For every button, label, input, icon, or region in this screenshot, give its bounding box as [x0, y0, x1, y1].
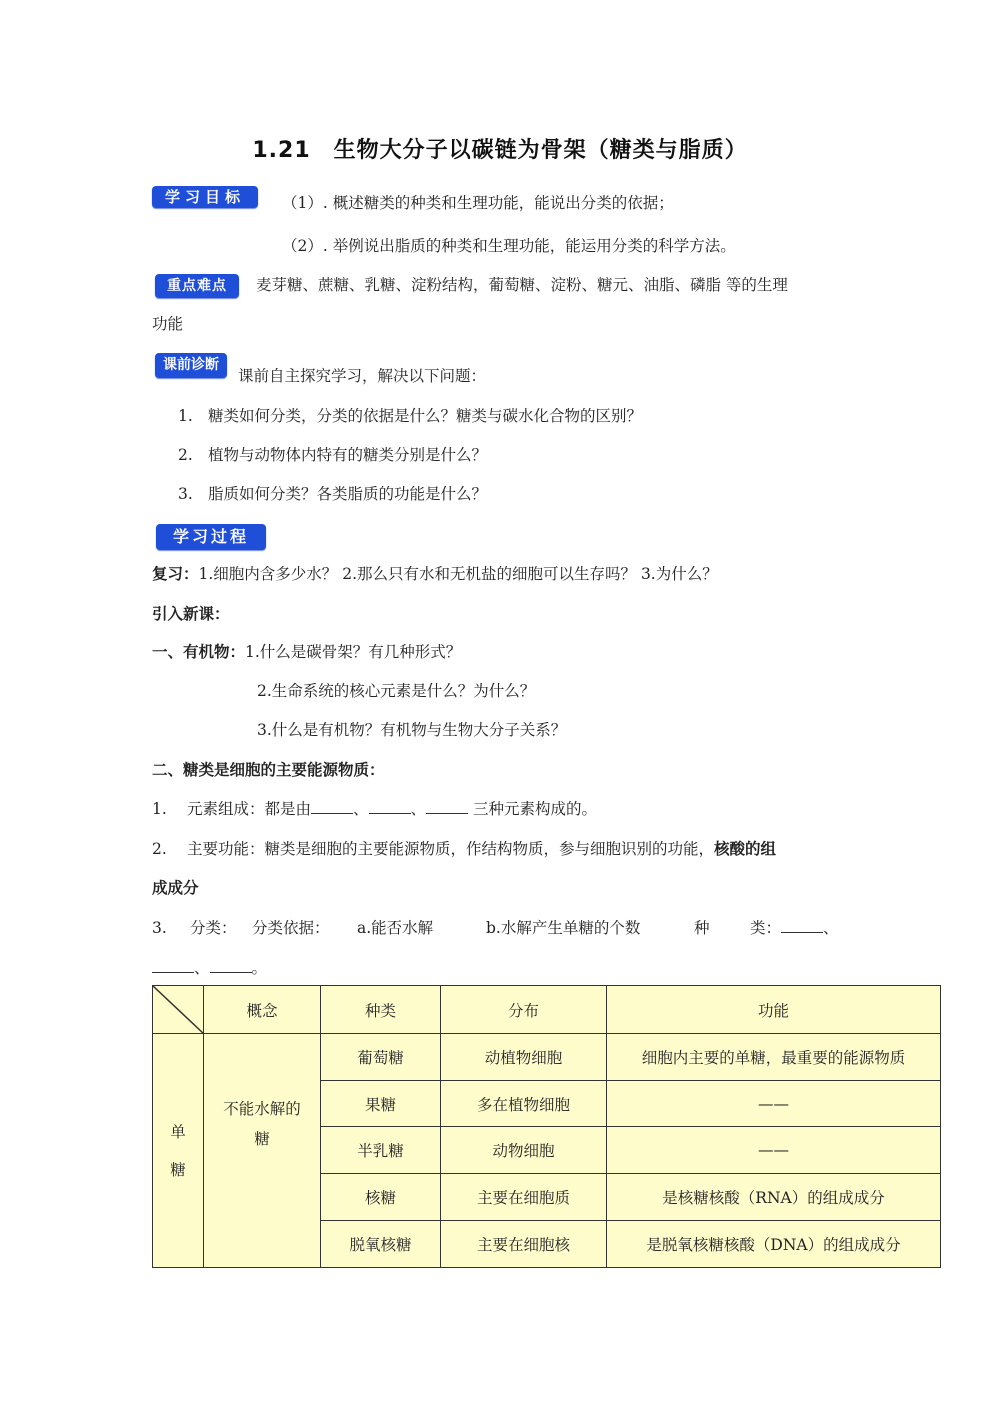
- objective-2: （2）. 举例说出脂质的种类和生理功能，能运用分类的科学方法。: [282, 237, 736, 255]
- function-cell: 是脱氧核糖核酸（DNA）的组成成分: [607, 1221, 941, 1268]
- section2-item3-num: 3.: [152, 919, 167, 937]
- group-char-2: 糖: [170, 1160, 186, 1179]
- pre-question-2: 植物与动物体内特有的糖类分别是什么？: [208, 446, 488, 464]
- blank-kind-2[interactable]: [152, 958, 194, 973]
- item1-prefix: 元素组成：都是由: [187, 800, 312, 818]
- item2-bold-1: 核酸的组: [714, 840, 777, 858]
- function-cell: 是核糖核酸（RNA）的组成成分: [607, 1174, 941, 1221]
- pre-question-1: 糖类如何分类，分类的依据是什么？糖类与碳水化合物的区别？: [208, 407, 643, 425]
- pre-question-1-num: 1.: [178, 407, 193, 425]
- review-label: 复习：: [152, 565, 199, 583]
- group-char-1: 单: [170, 1122, 186, 1141]
- badge-objectives: 学习目标: [152, 186, 258, 208]
- header-concept: 概念: [204, 986, 321, 1034]
- key-points-line1: 麦芽糖、蔗糖、乳糖、淀粉结构，葡萄糖、淀粉、糖元、油脂、磷脂 等的生理: [256, 276, 788, 294]
- item3-basis-b: b.水解产生单糖的个数: [486, 919, 641, 937]
- section1-label: 一、有机物：: [152, 643, 246, 661]
- item3-kind-1: 种: [694, 919, 710, 937]
- blank-element-1[interactable]: [311, 799, 353, 814]
- header-function: 功能: [607, 986, 941, 1034]
- period: 。: [251, 959, 268, 977]
- distribution-cell: 多在植物细胞: [441, 1081, 607, 1127]
- pre-question-3: 脂质如何分类？各类脂质的功能是什么？: [208, 485, 488, 503]
- kind-cell: 脱氧核糖: [321, 1221, 441, 1268]
- item3-label: 分类：: [190, 919, 237, 937]
- key-points-line2: 功能: [152, 315, 184, 333]
- header-distribution: 分布: [441, 986, 607, 1034]
- kind-cell: 葡萄糖: [321, 1034, 441, 1081]
- concept-cell: [204, 1034, 321, 1268]
- section1-item-1: 1.什么是碳骨架？有几种形式？: [245, 643, 462, 661]
- section2-heading: 二、糖类是细胞的主要能源物质：: [152, 761, 385, 779]
- new-lesson-label: 引入新课：: [152, 605, 230, 623]
- kind-cell: 半乳糖: [321, 1127, 441, 1174]
- distribution-cell: 主要在细胞质: [441, 1174, 607, 1221]
- review-text: 1.细胞内含多少水？ 2.那么只有水和无机盐的细胞可以生存吗？ 3.为什么？: [198, 565, 718, 583]
- distribution-cell: 动植物细胞: [441, 1034, 607, 1081]
- distribution-cell: 主要在细胞核: [441, 1221, 607, 1268]
- blank-kind-3[interactable]: [210, 958, 252, 973]
- item2-bold-2: 成成分: [152, 879, 199, 897]
- section1-item-2: 2.生命系统的核心元素是什么？为什么？: [257, 682, 536, 700]
- header-kind: 种类: [321, 986, 441, 1034]
- function-cell: ——: [607, 1127, 941, 1174]
- item3-basis: 分类依据：: [252, 919, 330, 937]
- pre-class-intro: 课前自主探究学习，解决以下问题：: [238, 367, 487, 385]
- item3-kind-2: 类：: [750, 919, 782, 937]
- function-cell: 细胞内主要的单糖，最重要的能源物质: [607, 1034, 941, 1081]
- pre-question-3-num: 3.: [178, 485, 193, 503]
- diagonal-header-cell: [153, 986, 204, 1034]
- distribution-cell: 动物细胞: [441, 1127, 607, 1174]
- item1-suffix: 三种元素构成的。: [468, 800, 597, 818]
- badge-key-points: 重点难点: [155, 274, 239, 298]
- diagonal-line-icon: [153, 986, 204, 1034]
- concept-line-2: 糖: [254, 1130, 270, 1148]
- separator: 、: [194, 959, 210, 977]
- blank-element-3[interactable]: [426, 799, 468, 814]
- objective-1: （1）. 概述糖类的种类和生理功能，能说出分类的依据；: [282, 194, 674, 212]
- badge-pre-class: 课前诊断: [155, 353, 227, 378]
- item3-basis-a: a.能否水解: [357, 919, 434, 937]
- table-row: [153, 1034, 941, 1081]
- separator: 、: [823, 919, 839, 937]
- section1-item-3: 3.什么是有机物？有机物与生物大分子关系？: [257, 721, 567, 739]
- function-cell: ——: [607, 1081, 941, 1127]
- page-title: 1.21 生物大分子以碳链为骨架（糖类与脂质）: [252, 138, 748, 163]
- blank-element-2[interactable]: [369, 799, 411, 814]
- table-header-row: [153, 986, 941, 1034]
- badge-process: 学习过程: [156, 524, 266, 550]
- group-cell-monosaccharide: [153, 1034, 204, 1268]
- kind-cell: 核糖: [321, 1174, 441, 1221]
- item2-text: 主要功能：糖类是细胞的主要能源物质，作结构物质，参与细胞识别的功能，: [187, 840, 715, 858]
- kind-cell: 果糖: [321, 1081, 441, 1127]
- section2-item2-num: 2.: [152, 840, 167, 858]
- monosaccharide-table: [152, 985, 941, 1268]
- blank-kind-1[interactable]: [781, 918, 823, 933]
- separator: 、: [410, 800, 427, 818]
- section2-item1-num: 1.: [152, 800, 167, 818]
- separator: 、: [353, 800, 369, 818]
- concept-line-1: 不能水解的: [223, 1100, 301, 1118]
- pre-question-2-num: 2.: [178, 446, 193, 464]
